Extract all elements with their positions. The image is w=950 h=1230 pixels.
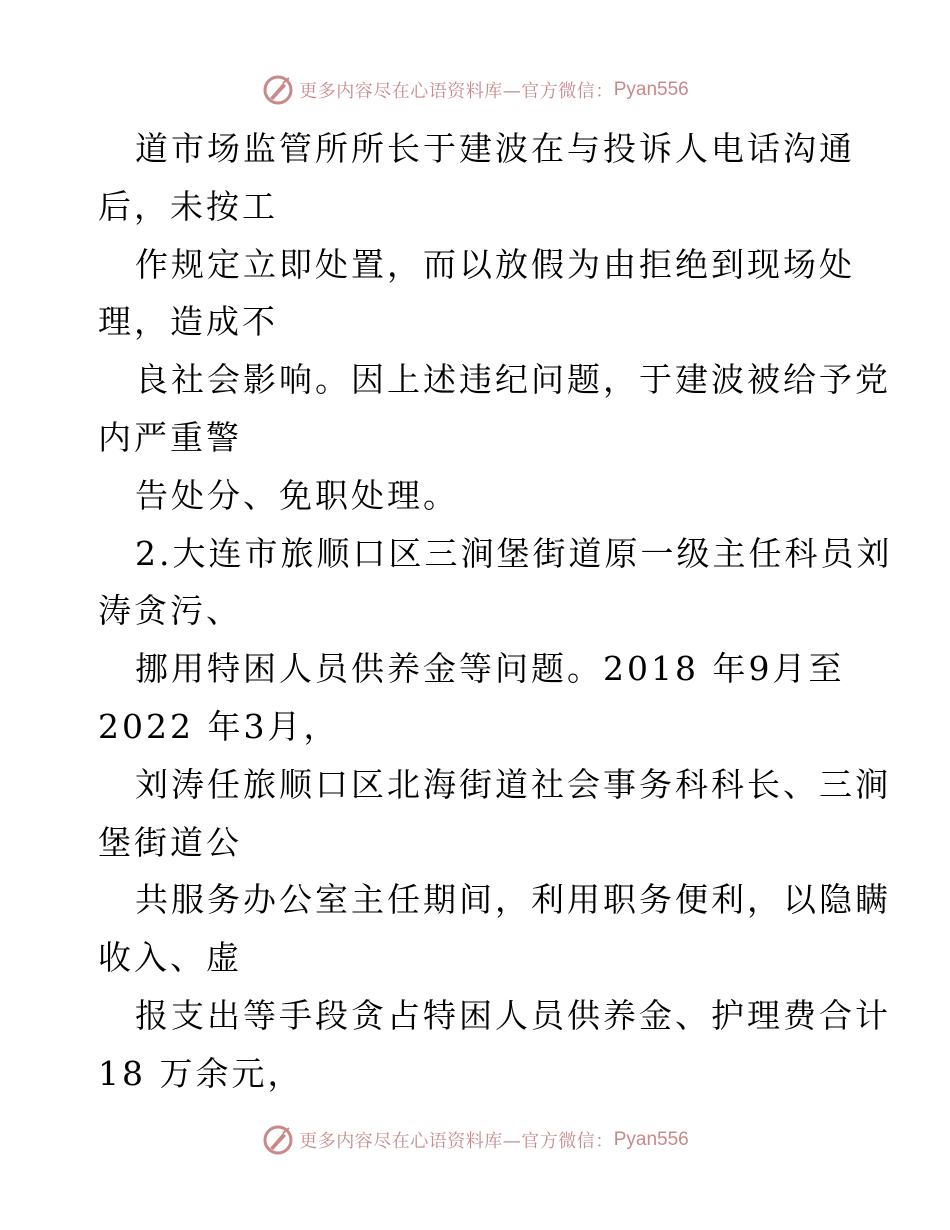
footer-watermark xyxy=(0,1120,950,1160)
text-line: 后，未按工 xyxy=(98,186,278,226)
text-line: 理，造成不 xyxy=(98,302,278,342)
text-line: 告处分、免职处理。 xyxy=(135,475,459,515)
watermark-text: 更多内容尽在心语资料库—官方微信： xyxy=(299,81,614,102)
text-line: 道市场监管所所长于建波在与投诉人电话沟通 xyxy=(135,129,855,168)
text-line: 2022 年3月， xyxy=(98,706,340,746)
text-line: 收入、虚 xyxy=(98,938,242,978)
text-line: 内严重警 xyxy=(98,417,242,457)
watermark-text: 更多内容尽在心语资料库—官方微信： xyxy=(299,1131,614,1152)
watermark-wechat-id: Pyan556 xyxy=(613,79,689,100)
text-line: 2.大连市旅顺口区三涧堡街道原一级主任科员刘 xyxy=(135,533,893,573)
text-line: 堡街道公 xyxy=(98,822,242,862)
text-line: 18 万余元， xyxy=(98,1053,304,1093)
text-line: 涛贪污、 xyxy=(98,591,242,631)
quill-pen-icon xyxy=(261,1123,295,1157)
document-body xyxy=(0,120,950,1103)
text-line: 刘涛任旅顺口区北海街道社会事务科科长、三涧 xyxy=(135,764,891,804)
text-line: 挪用特困人员供养金等问题。2018 年9月至 xyxy=(135,649,845,689)
text-line: 共服务办公室主任期间，利用职务便利，以隐瞒 xyxy=(135,880,891,920)
watermark-wechat-id: Pyan556 xyxy=(613,1129,689,1150)
header-watermark xyxy=(0,70,950,110)
text-line: 作规定立即处置，而以放假为由拒绝到现场处 xyxy=(135,244,855,284)
text-line: 报支出等手段贪占特困人员供养金、护理费合计 xyxy=(135,995,891,1035)
text-line: 良社会影响。因上述违纪问题，于建波被给予党 xyxy=(135,360,891,400)
quill-pen-icon xyxy=(261,73,295,107)
